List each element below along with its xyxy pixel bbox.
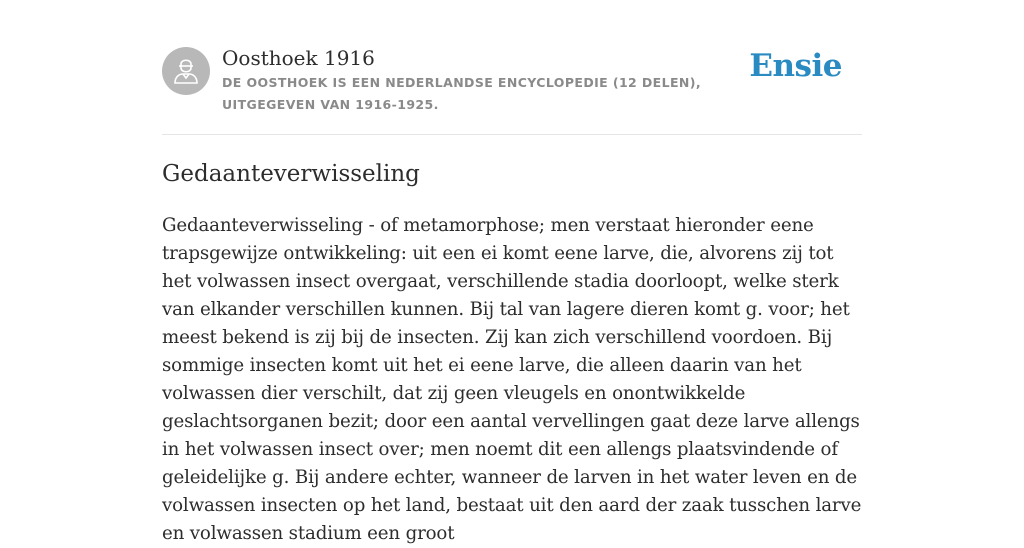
- source-description: DE OOSTHOEK IS EEN NEDERLANDSE ENCYCLOPEDIE (12 DELEN), UITGEGEVEN VAN 1916-1925.: [222, 75, 702, 112]
- source-header: [162, 0, 862, 135]
- source-title[interactable]: Oosthoek 1916: [222, 46, 375, 70]
- source-avatar[interactable]: [162, 47, 210, 95]
- article-title: Gedaanteverwisseling: [162, 161, 420, 187]
- user-icon: [162, 47, 210, 95]
- article-body: Gedaanteverwisseling - of metamorphose; men verstaat hieronder eene trapsgewijze ontwikkeling: uit een ei komt eene larve, die, alvorens zij tot het volwassen insect overgaat, verschillende stadia doorloopt, welke sterk van elkander verschillen kunnen. Bij tal van lagere dieren komt g. voor; het meest bekend is zij bij de insecten. Zij kan zich verschillend voordoen. Bij sommige insecten komt uit het ei eene larve, die alleen daarin van het volwassen dier verschilt, dat zij geen vleugels en onontwikkelde geslachtsorganen bezit; door een aantal vervellingen gaat deze larve allengs in het volwassen insect over; men noemt dit een allengs plaatsvindende of geleidelijke g. Bij andere echter, wanneer de larven in het water leven en de volwassen insecten op het land, bestaat uit den aard der zaak tusschen larve en volwassen stadium een groot: [162, 215, 862, 544]
- page-container: [162, 0, 862, 544]
- brand-logo[interactable]: Ensie: [749, 48, 842, 84]
- source-info: [222, 44, 762, 116]
